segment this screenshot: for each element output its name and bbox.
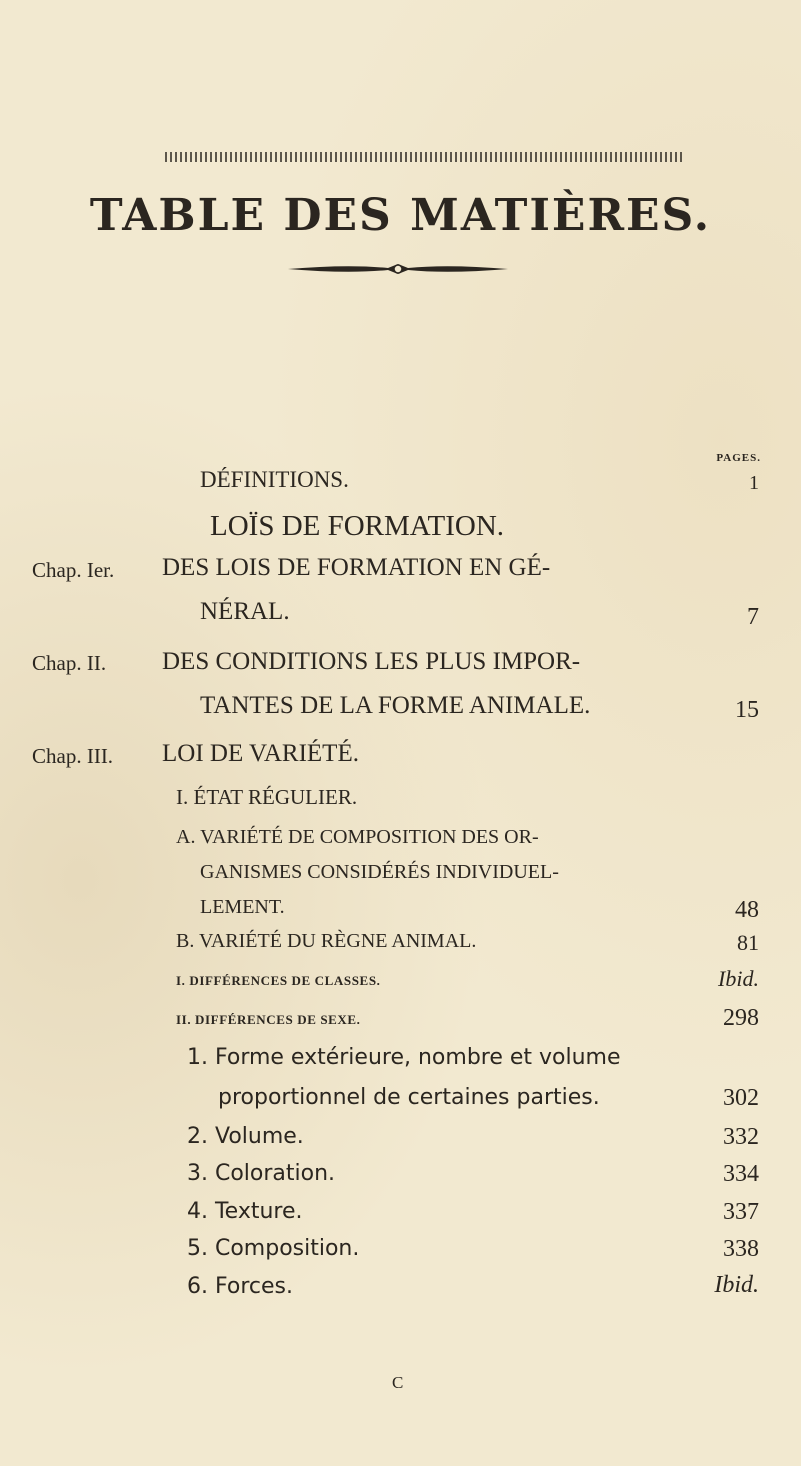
toc-page-chap1: 7 — [747, 604, 759, 630]
toc-page-definitions: 1 — [749, 472, 759, 494]
chapter-label-2: Chap. II. — [32, 651, 107, 675]
toc-entry-item2: 2. Volume. — [187, 1124, 304, 1149]
toc-entry-chap2-line1: DES CONDITIONS LES PLUS IMPOR- — [162, 648, 581, 675]
toc-entry-item3: 3. Coloration. — [187, 1161, 336, 1186]
toc-entry-definitions: DÉFINITIONS. — [200, 467, 349, 492]
chapter-label-3: Chap. III. — [32, 744, 114, 768]
toc-entry-item1-line2: proportionnel de certaines parties. — [218, 1085, 600, 1110]
toc-entry-item4: 4. Texture. — [187, 1199, 303, 1224]
toc-entry-b: B. VARIÉTÉ DU RÈGNE ANIMAL. — [176, 930, 477, 952]
toc-entry-a-line3: LEMENT. — [200, 896, 285, 918]
toc-page-item2: 332 — [723, 1124, 759, 1150]
toc-page-item1: 302 — [723, 1085, 759, 1111]
toc-entry-item6: 6. Forces. — [187, 1274, 293, 1299]
toc-entry-item5: 5. Composition. — [187, 1236, 360, 1261]
toc-entry-chap1-line1: DES LOIS DE FORMATION EN GÉ- — [162, 554, 551, 581]
toc-entry-etat-regulier: I. ÉTAT RÉGULIER. — [176, 785, 358, 809]
section-heading-lois-de-formation: LOÏS DE FORMATION. — [210, 510, 505, 542]
top-ornament-rule — [165, 152, 685, 162]
toc-entry-differences-classes: I. DIFFÉRENCES DE CLASSES. — [176, 973, 381, 988]
toc-page-a: 48 — [735, 897, 759, 923]
toc-page-item4: 337 — [723, 1199, 759, 1225]
toc-entry-a-line2: GANISMES CONSIDÉRÉS INDIVIDUEL- — [200, 861, 559, 883]
toc-page-item3: 334 — [723, 1161, 759, 1187]
toc-entry-chap1-line2: NÉRAL. — [200, 598, 290, 625]
chapter-label-1: Chap. Ier. — [32, 558, 115, 582]
ornament-divider-icon — [288, 262, 508, 276]
pages-column-label: PAGES. — [716, 452, 761, 464]
toc-page-item6: Ibid. — [714, 1272, 759, 1298]
signature-mark: C — [392, 1373, 404, 1392]
toc-page-b: 81 — [737, 930, 759, 955]
toc-page-chap2: 15 — [735, 697, 759, 723]
toc-entry-differences-sexe: II. DIFFÉRENCES DE SEXE. — [176, 1012, 361, 1027]
toc-page-item5: 338 — [723, 1236, 759, 1262]
toc-entry-item1-line1: 1. Forme extérieure, nombre et volume — [187, 1045, 621, 1070]
toc-entry-chap3-line1: LOI DE VARIÉTÉ. — [162, 740, 359, 767]
toc-entry-a-line1: A. VARIÉTÉ DE COMPOSITION DES OR- — [176, 826, 539, 848]
toc-page-differences-classes: Ibid. — [718, 966, 759, 991]
page-title: TABLE DES MATIÈRES. — [89, 190, 712, 241]
toc-page-differences-sexe: 298 — [723, 1005, 759, 1031]
toc-entry-chap2-line2: TANTES DE LA FORME ANIMALE. — [200, 692, 591, 719]
